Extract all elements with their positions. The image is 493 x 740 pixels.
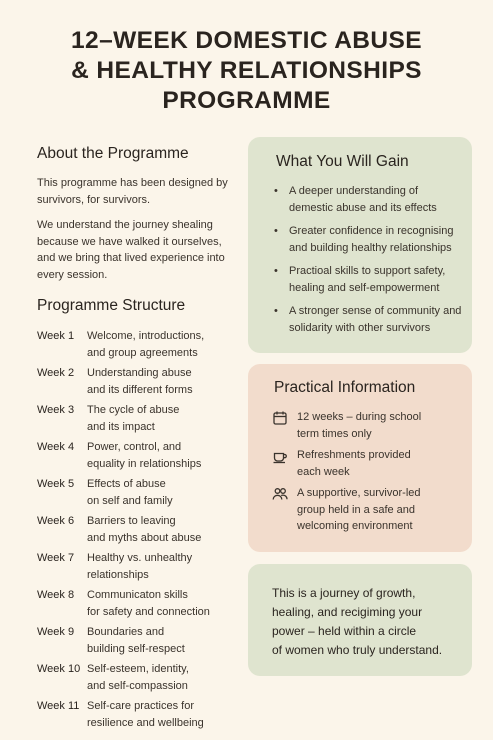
week-topic-line: Healthy vs. unhealthy	[87, 552, 193, 564]
about-paragraph-2: We understand the journey shealing because we have walked it ourselves, and we bring that lived experience into every session.	[37, 219, 225, 281]
week-item	[37, 328, 242, 365]
week-topic-line: The cycle of abuse	[87, 404, 180, 416]
week-topic	[87, 698, 242, 735]
week-item	[37, 661, 242, 698]
bullet-icon: •	[274, 185, 278, 197]
week-topic	[87, 328, 242, 365]
week-topic	[87, 661, 242, 698]
about-paragraph-1: This programme has been designed by survivors, for survivors.	[37, 177, 228, 206]
practical-line: 12 weeks – during school	[297, 411, 422, 423]
list-item	[272, 409, 467, 442]
practical-line: each week	[297, 465, 350, 478]
week-number: Week 9	[37, 626, 75, 638]
gain-item-text: Greater confidence in recognising and building healthy relationships	[289, 225, 454, 254]
structure-heading: Programme Structure	[37, 297, 186, 314]
list-item	[274, 223, 464, 256]
about-section	[37, 145, 237, 283]
week-list	[37, 328, 242, 735]
bullet-icon: •	[274, 225, 278, 237]
cup-icon	[272, 447, 297, 480]
week-topic-line: resilience and wellbeing	[87, 716, 204, 729]
week-topic	[87, 476, 242, 513]
week-topic-line: and group agreements	[87, 346, 198, 359]
week-topic	[87, 365, 242, 402]
week-topic	[87, 439, 242, 476]
week-topic-line: and its impact	[87, 420, 155, 433]
week-item	[37, 513, 242, 550]
week-item	[37, 587, 242, 624]
practical-line: group held in a safe and	[297, 503, 416, 516]
title-line-1: 12–WEEK DOMESTIC ABUSE	[71, 27, 422, 54]
week-topic-line: and self-compassion	[87, 679, 188, 692]
week-topic	[87, 402, 242, 439]
quote-line: power – held within a circle	[272, 624, 417, 638]
week-topic-line: equality in relationships	[87, 457, 202, 470]
gain-heading: What You Will Gain	[276, 153, 409, 170]
list-item	[274, 183, 464, 216]
practical-line: Refreshments provided	[297, 449, 411, 461]
week-topic-line: for safety and connection	[87, 605, 210, 618]
week-topic-line: Understanding abuse	[87, 367, 192, 379]
list-item	[272, 447, 467, 480]
week-number: Week 4	[37, 441, 75, 453]
week-item	[37, 624, 242, 661]
week-number: Week 1	[37, 330, 75, 342]
week-number: Week 5	[37, 478, 75, 490]
practical-heading: Practical Information	[274, 379, 416, 396]
week-topic-line: and its different forms	[87, 383, 193, 396]
week-item	[37, 476, 242, 513]
title-line-3: PROGRAMME	[162, 87, 331, 114]
bullet-icon: •	[274, 265, 278, 277]
week-topic-line: Communicaton skills	[87, 589, 188, 601]
practical-line: A supportive, survivor-led	[297, 487, 421, 499]
group-icon	[272, 485, 297, 535]
week-topic	[87, 550, 242, 587]
practical-list	[272, 409, 467, 540]
practical-line: term times only	[297, 427, 372, 440]
bullet-icon: •	[274, 305, 278, 317]
week-number: Week 2	[37, 367, 75, 379]
week-topic-line: on self and family	[87, 494, 173, 507]
week-topic-line: Welcome, introductions,	[87, 330, 205, 342]
gain-card	[248, 137, 472, 353]
week-number: Week 10	[37, 663, 81, 675]
week-topic-line: Boundaries and	[87, 626, 165, 638]
quote-card	[248, 564, 472, 676]
gain-item-text: A stronger sense of community and solidarity with other survivors	[289, 305, 462, 334]
week-topic-line: Barriers to leaving	[87, 515, 176, 527]
week-topic	[87, 624, 242, 661]
week-item	[37, 550, 242, 587]
week-topic-line: building self-respect	[87, 642, 185, 655]
week-topic-line: relationships	[87, 568, 149, 581]
list-item	[272, 485, 467, 535]
week-number: Week 11	[37, 700, 80, 712]
practical-card	[248, 364, 472, 552]
list-item	[274, 303, 464, 336]
week-topic-line: and myths about abuse	[87, 531, 202, 544]
gain-list	[274, 183, 464, 343]
practical-line: welcoming environment	[297, 520, 413, 532]
quote-line: of women who truly understand.	[272, 643, 443, 657]
about-heading: About the Programme	[37, 145, 189, 162]
week-number: Week 6	[37, 515, 75, 527]
week-topic-line: Self-esteem, identity,	[87, 663, 189, 675]
week-number: Week 8	[37, 589, 75, 601]
quote-line: This is a journey of growth,	[272, 586, 416, 600]
quote-line: healing, and recigiming your	[272, 605, 423, 619]
gain-item-text: A deeper understanding of demestic abuse and its effects	[289, 185, 437, 214]
week-topic-line: Power, control, and	[87, 441, 182, 453]
week-item	[37, 402, 242, 439]
week-item	[37, 365, 242, 402]
week-topic	[87, 513, 242, 550]
week-item	[37, 698, 242, 735]
calendar-icon	[272, 409, 297, 442]
week-topic	[87, 587, 242, 624]
practical-item-text	[297, 409, 421, 442]
page-title	[20, 26, 473, 116]
practical-item-text	[297, 447, 411, 480]
week-number: Week 7	[37, 552, 75, 564]
list-item	[274, 263, 464, 296]
week-topic-line: Self-care practices for	[87, 700, 194, 712]
closing-quote	[272, 584, 467, 660]
gain-item-text: Practioal skills to support safety, healing and self-empowerment	[289, 265, 446, 294]
week-item	[37, 439, 242, 476]
practical-item-text	[297, 485, 421, 535]
week-number: Week 3	[37, 404, 75, 416]
title-line-2: & HEALTHY RELATIONSHIPS	[71, 57, 422, 84]
week-topic-line: Effects of abuse	[87, 478, 166, 490]
